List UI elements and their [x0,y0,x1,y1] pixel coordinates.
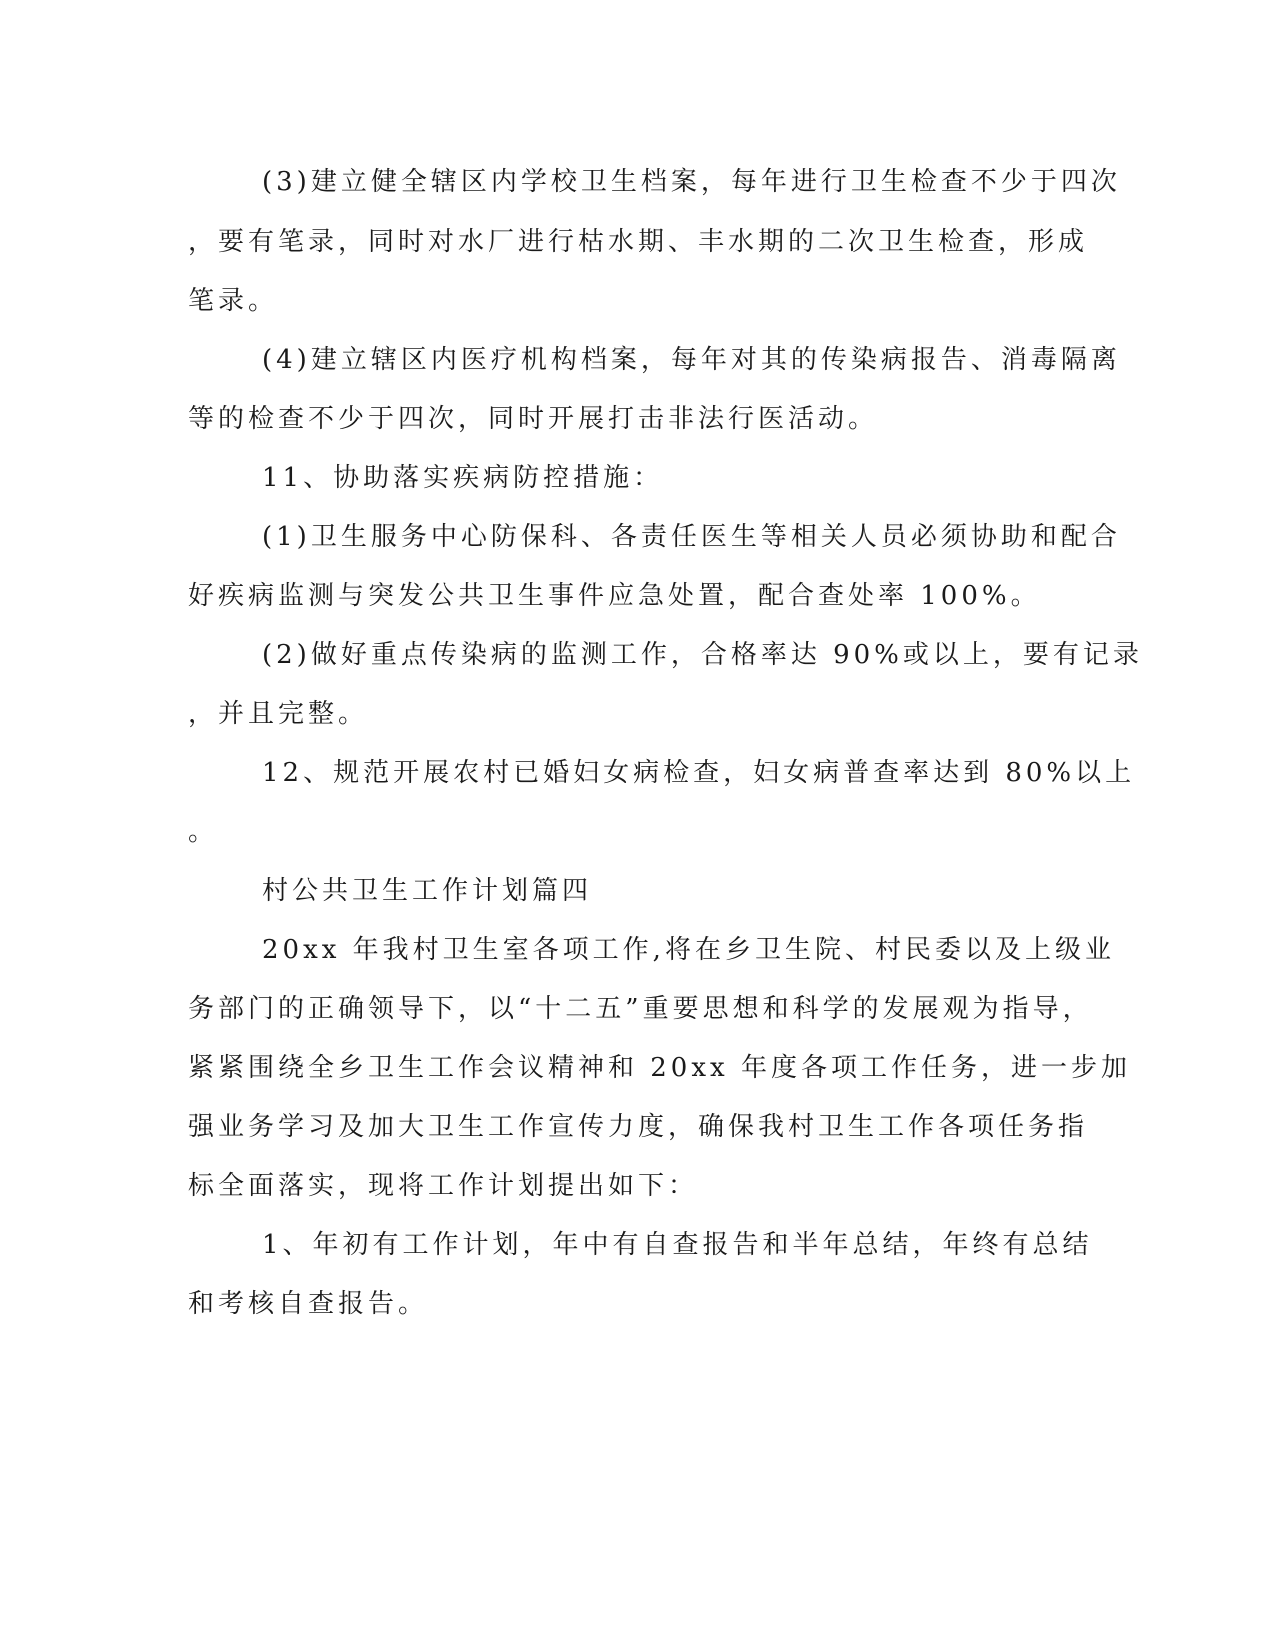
text-line: 等的检查不少于四次，同时开展打击非法行医活动。 [188,404,879,434]
text-line: 和考核自查报告。 [188,1289,429,1319]
text-line: (4)建立辖区内医疗机构档案，每年对其的传染病报告、消毒隔离 [262,345,1121,375]
text-line: (3)建立健全辖区内学校卫生档案，每年进行卫生检查不少于四次 [262,167,1121,197]
text-line: 1、年初有工作计划，年中有自查报告和半年总结，年终有总结 [262,1230,1093,1260]
text-line: 20xx 年我村卫生室各项工作,将在乡卫生院、村民委以及上级业 [262,935,1115,965]
text-line: ，并且完整。 [188,699,369,729]
section-heading: 村公共卫生工作计划篇四 [262,876,593,906]
text-line: 务部门的正确领导下，以“十二五”重要思想和科学的发展观为指导， [188,994,1093,1024]
text-line: 强业务学习及加大卫生工作宣传力度，确保我村卫生工作各项任务指 [188,1112,1089,1142]
text-line: 紧紧围绕全乡卫生工作会议精神和 20xx 年度各项工作任务，进一步加 [188,1053,1131,1083]
text-line: 标全面落实，现将工作计划提出如下： [188,1171,699,1201]
text-line: 。 [188,817,219,847]
text-line: (2)做好重点传染病的监测工作，合格率达 90%或以上，要有记录 [262,640,1143,670]
text-line: 笔录。 [188,286,279,316]
text-line: 好疾病监测与突发公共卫生事件应急处置，配合查处率 100%。 [188,581,1041,611]
text-line: ，要有笔录，同时对水厂进行枯水期、丰水期的二次卫生检查，形成 [188,227,1089,257]
text-line: 11、协助落实疾病防控措施： [262,463,664,493]
text-line: 12、规范开展农村已婚妇女病检查，妇女病普查率达到 80%以上 [262,758,1136,788]
text-line: (1)卫生服务中心防保科、各责任医生等相关人员必须协助和配合 [262,522,1121,552]
